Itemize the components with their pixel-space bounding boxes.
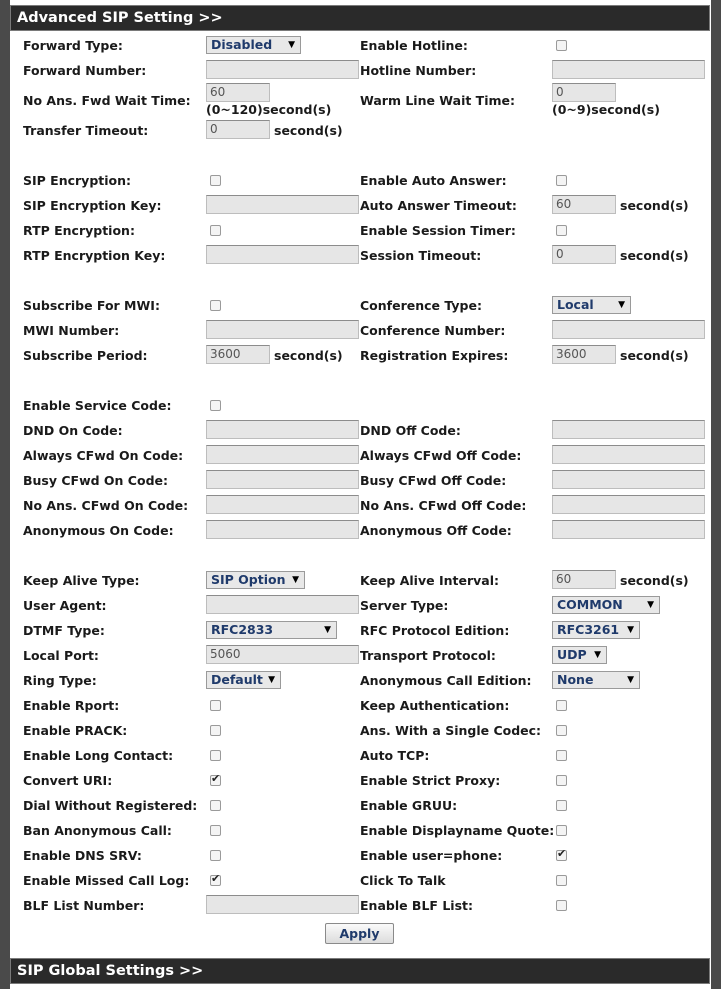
- busy-cfwd-off-input[interactable]: [552, 470, 705, 489]
- enable-displayname-quote-label: Enable Displayname Quote:: [360, 823, 555, 838]
- enable-user-phone-label: Enable user=phone:: [360, 848, 503, 863]
- enable-hotline-checkbox[interactable]: [556, 40, 567, 51]
- keep-alive-type-select[interactable]: [206, 571, 305, 589]
- ring-type-label: Ring Type:: [23, 673, 97, 688]
- dropdown-arrow-icon: ▼: [627, 625, 634, 635]
- convert-uri-checkbox[interactable]: [210, 775, 221, 786]
- advanced-sip-setting-header[interactable]: Advanced SIP Setting >>: [10, 5, 710, 31]
- sip-encryption-checkbox[interactable]: [210, 175, 221, 186]
- enable-displayname-quote-checkbox[interactable]: [556, 825, 567, 836]
- forward-type-label: Forward Type:: [23, 38, 123, 53]
- busy-cfwd-on-label: Busy CFwd On Code:: [23, 473, 168, 488]
- keep-alive-interval-unit: second(s): [620, 573, 689, 588]
- registration-expires-label: Registration Expires:: [360, 348, 509, 363]
- anonymous-call-edition-value: None: [557, 672, 594, 687]
- mwi-number-label: MWI Number:: [23, 323, 120, 338]
- conference-type-value: Local: [557, 297, 594, 312]
- anonymous-call-edition-label: Anonymous Call Edition:: [360, 673, 532, 688]
- registration-expires-unit: second(s): [620, 348, 689, 363]
- registration-expires-input[interactable]: 3600: [552, 345, 616, 364]
- always-cfwd-on-label: Always CFwd On Code:: [23, 448, 184, 463]
- hotline-number-input[interactable]: [552, 60, 705, 79]
- rtp-encryption-checkbox[interactable]: [210, 225, 221, 236]
- sip-encryption-label: SIP Encryption:: [23, 173, 132, 188]
- enable-missed-call-log-checkbox[interactable]: [210, 875, 221, 886]
- dropdown-arrow-icon: ▼: [324, 625, 331, 635]
- auto-answer-timeout-input[interactable]: 60: [552, 195, 616, 214]
- enable-hotline-label: Enable Hotline:: [360, 38, 468, 53]
- enable-rport-checkbox[interactable]: [210, 700, 221, 711]
- forward-type-value: Disabled: [211, 37, 273, 52]
- enable-auto-answer-checkbox[interactable]: [556, 175, 567, 186]
- enable-auto-answer-label: Enable Auto Answer:: [360, 173, 507, 188]
- anonymous-on-label: Anonymous On Code:: [23, 523, 174, 538]
- auto-answer-timeout-label: Auto Answer Timeout:: [360, 198, 517, 213]
- transfer-timeout-unit: second(s): [274, 123, 343, 138]
- enable-prack-label: Enable PRACK:: [23, 723, 128, 738]
- dnd-off-code-label: DND Off Code:: [360, 423, 461, 438]
- always-cfwd-off-input[interactable]: [552, 445, 705, 464]
- forward-type-select[interactable]: [206, 36, 301, 54]
- enable-long-contact-checkbox[interactable]: [210, 750, 221, 761]
- no-ans-cfwd-on-label: No Ans. CFwd On Code:: [23, 498, 189, 513]
- transfer-timeout-label: Transfer Timeout:: [23, 123, 149, 138]
- auto-tcp-checkbox[interactable]: [556, 750, 567, 761]
- convert-uri-label: Convert URI:: [23, 773, 113, 788]
- dnd-on-code-input[interactable]: [206, 420, 359, 439]
- rtp-encryption-key-input[interactable]: [206, 245, 359, 264]
- enable-strict-proxy-label: Enable Strict Proxy:: [360, 773, 501, 788]
- dropdown-arrow-icon: ▼: [292, 575, 299, 585]
- dial-without-registered-checkbox[interactable]: [210, 800, 221, 811]
- no-ans-cfwd-on-input[interactable]: [206, 495, 359, 514]
- forward-number-input[interactable]: [206, 60, 359, 79]
- keep-alive-type-value: SIP Option: [211, 572, 286, 587]
- enable-rport-label: Enable Rport:: [23, 698, 120, 713]
- dnd-on-code-label: DND On Code:: [23, 423, 123, 438]
- rtp-encryption-label: RTP Encryption:: [23, 223, 135, 238]
- conference-number-input[interactable]: [552, 320, 705, 339]
- busy-cfwd-on-input[interactable]: [206, 470, 359, 489]
- conference-number-label: Conference Number:: [360, 323, 506, 338]
- no-ans-cfwd-off-label: No Ans. CFwd Off Code:: [360, 498, 527, 513]
- warm-line-wait-range: (0~9)second(s): [552, 102, 660, 117]
- keep-alive-interval-label: Keep Alive Interval:: [360, 573, 499, 588]
- subscribe-period-input[interactable]: 3600: [206, 345, 270, 364]
- dial-without-registered-label: Dial Without Registered:: [23, 798, 198, 813]
- anonymous-off-label: Anonymous Off Code:: [360, 523, 512, 538]
- no-ans-cfwd-off-input[interactable]: [552, 495, 705, 514]
- ans-single-codec-label: Ans. With a Single Codec:: [360, 723, 542, 738]
- always-cfwd-on-input[interactable]: [206, 445, 359, 464]
- keep-authentication-checkbox[interactable]: [556, 700, 567, 711]
- ban-anonymous-call-checkbox[interactable]: [210, 825, 221, 836]
- warm-line-wait-input[interactable]: 0: [552, 83, 616, 102]
- sip-global-settings-header[interactable]: SIP Global Settings >>: [10, 958, 710, 984]
- dropdown-arrow-icon: ▼: [627, 675, 634, 685]
- session-timeout-unit: second(s): [620, 248, 689, 263]
- blf-list-number-label: BLF List Number:: [23, 898, 145, 913]
- anonymous-on-input[interactable]: [206, 520, 359, 539]
- enable-session-timer-label: Enable Session Timer:: [360, 223, 516, 238]
- enable-blf-list-label: Enable BLF List:: [360, 898, 473, 913]
- auto-answer-timeout-unit: second(s): [620, 198, 689, 213]
- enable-user-phone-checkbox[interactable]: [556, 850, 567, 861]
- enable-dns-srv-checkbox[interactable]: [210, 850, 221, 861]
- enable-blf-list-checkbox[interactable]: [556, 900, 567, 911]
- auto-tcp-label: Auto TCP:: [360, 748, 430, 763]
- server-type-select[interactable]: [552, 596, 660, 614]
- local-port-label: Local Port:: [23, 648, 99, 663]
- transport-protocol-value: UDP: [557, 647, 587, 662]
- no-ans-fwd-wait-range: (0~120)second(s): [206, 102, 332, 117]
- server-type-value: COMMON: [557, 597, 623, 612]
- dtmf-type-value: RFC2833: [211, 622, 274, 637]
- transport-protocol-select[interactable]: [552, 646, 607, 664]
- no-ans-fwd-wait-input[interactable]: 60: [206, 83, 270, 102]
- enable-service-code-checkbox[interactable]: [210, 400, 221, 411]
- dtmf-type-select[interactable]: [206, 621, 337, 639]
- dropdown-arrow-icon: ▼: [594, 650, 601, 660]
- anonymous-call-edition-select[interactable]: [552, 671, 640, 689]
- subscribe-mwi-label: Subscribe For MWI:: [23, 298, 160, 313]
- enable-session-timer-checkbox[interactable]: [556, 225, 567, 236]
- dropdown-arrow-icon: ▼: [618, 300, 625, 310]
- busy-cfwd-off-label: Busy CFwd Off Code:: [360, 473, 507, 488]
- ring-type-select[interactable]: [206, 671, 281, 689]
- rfc-protocol-edition-label: RFC Protocol Edition:: [360, 623, 510, 638]
- subscribe-mwi-checkbox[interactable]: [210, 300, 221, 311]
- subscribe-period-label: Subscribe Period:: [23, 348, 148, 363]
- sip-encryption-key-label: SIP Encryption Key:: [23, 198, 162, 213]
- click-to-talk-checkbox[interactable]: [556, 875, 567, 886]
- apply-button[interactable]: Apply: [325, 923, 394, 944]
- enable-gruu-label: Enable GRUU:: [360, 798, 458, 813]
- always-cfwd-off-label: Always CFwd Off Code:: [360, 448, 522, 463]
- dtmf-type-label: DTMF Type:: [23, 623, 105, 638]
- server-type-label: Server Type:: [360, 598, 449, 613]
- session-timeout-input[interactable]: 0: [552, 245, 616, 264]
- dropdown-arrow-icon: ▼: [288, 40, 295, 50]
- hotline-number-label: Hotline Number:: [360, 63, 477, 78]
- rfc-protocol-edition-select[interactable]: [552, 621, 640, 639]
- sip-encryption-key-input[interactable]: [206, 195, 359, 214]
- rtp-encryption-key-label: RTP Encryption Key:: [23, 248, 166, 263]
- enable-long-contact-label: Enable Long Contact:: [23, 748, 174, 763]
- enable-dns-srv-label: Enable DNS SRV:: [23, 848, 142, 863]
- user-agent-input[interactable]: [206, 595, 359, 614]
- mwi-number-input[interactable]: [206, 320, 359, 339]
- rfc-protocol-edition-value: RFC3261: [557, 622, 620, 637]
- conference-type-select[interactable]: [552, 296, 631, 314]
- local-port-input[interactable]: 5060: [206, 645, 359, 664]
- ring-type-value: Default: [211, 672, 263, 687]
- forward-number-label: Forward Number:: [23, 63, 147, 78]
- ans-single-codec-checkbox[interactable]: [556, 725, 567, 736]
- dnd-off-code-input[interactable]: [552, 420, 705, 439]
- ban-anonymous-call-label: Ban Anonymous Call:: [23, 823, 172, 838]
- enable-gruu-checkbox[interactable]: [556, 800, 567, 811]
- subscribe-period-unit: second(s): [274, 348, 343, 363]
- enable-service-code-label: Enable Service Code:: [23, 398, 172, 413]
- session-timeout-label: Session Timeout:: [360, 248, 482, 263]
- no-ans-fwd-wait-label: No Ans. Fwd Wait Time:: [23, 93, 191, 108]
- warm-line-wait-label: Warm Line Wait Time:: [360, 93, 515, 108]
- keep-alive-interval-input[interactable]: 60: [552, 570, 616, 589]
- enable-prack-checkbox[interactable]: [210, 725, 221, 736]
- blf-list-number-input[interactable]: [206, 895, 359, 914]
- transfer-timeout-input[interactable]: 0: [206, 120, 270, 139]
- enable-strict-proxy-checkbox[interactable]: [556, 775, 567, 786]
- transport-protocol-label: Transport Protocol:: [360, 648, 496, 663]
- conference-type-label: Conference Type:: [360, 298, 482, 313]
- click-to-talk-label: Click To Talk: [360, 873, 446, 888]
- anonymous-off-input[interactable]: [552, 520, 705, 539]
- keep-alive-type-label: Keep Alive Type:: [23, 573, 140, 588]
- enable-missed-call-log-label: Enable Missed Call Log:: [23, 873, 190, 888]
- user-agent-label: User Agent:: [23, 598, 107, 613]
- dropdown-arrow-icon: ▼: [268, 675, 275, 685]
- keep-authentication-label: Keep Authentication:: [360, 698, 510, 713]
- dropdown-arrow-icon: ▼: [647, 600, 654, 610]
